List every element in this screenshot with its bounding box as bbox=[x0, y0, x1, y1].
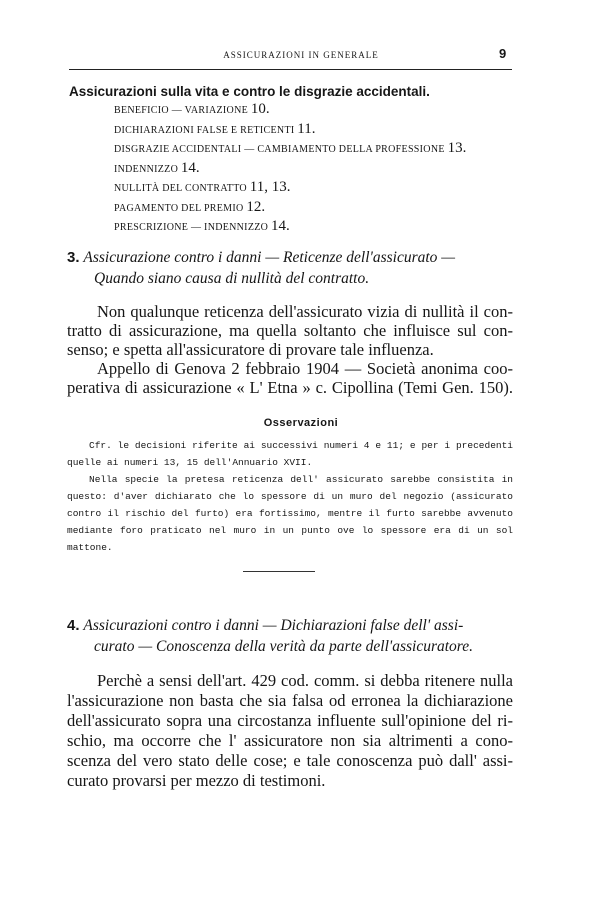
index-label: INDENNIZZO bbox=[114, 163, 179, 175]
index-ref: 14. bbox=[180, 159, 200, 176]
case-3-title-line1: Assicurazione contro i danni — Reticenze dell'assicurato — bbox=[83, 249, 456, 266]
case-4-body-line: Perchè a sensi dell'art. 429 cod. comm. si debba ritenere nulla bbox=[97, 671, 513, 690]
case-3-title bbox=[67, 247, 527, 289]
index-ref: 12. bbox=[246, 198, 266, 215]
observation-line: Cfr. le decisioni riferite ai successivi numeri 4 e 11; e per i precedenti bbox=[89, 440, 513, 451]
index-list bbox=[114, 100, 514, 237]
separator-rule bbox=[243, 571, 315, 572]
index-entry bbox=[114, 198, 514, 218]
case-3-title-line2: Quando siano causa di nullità del contratto. bbox=[94, 270, 370, 287]
index-label: DICHIARAZIONI FALSE E RETICENTI bbox=[114, 124, 295, 136]
observation-line: mattone. bbox=[67, 542, 113, 553]
index-entry bbox=[114, 100, 514, 120]
case-4-body-line: curato provarsi per mezzo di testimoni. bbox=[67, 771, 326, 790]
case-3-body-line: tratto di assicurazione, ma quella soltanto che influisce sul con- bbox=[67, 321, 513, 340]
section-title: Assicurazioni sulla vita e contro le disgrazie accidentali. bbox=[69, 84, 430, 99]
case-4-title-line2: curato — Conoscenza della verità da parte dell'assicuratore. bbox=[94, 638, 474, 655]
header-rule bbox=[69, 69, 512, 70]
index-entry bbox=[114, 139, 514, 159]
observation-line: questo: d'aver dichiarato che lo spessore di un muro del negozio (assicurato bbox=[67, 491, 513, 502]
case-3-body-line: Non qualunque reticenza dell'assicurato vizia di nullità il con- bbox=[97, 302, 513, 321]
case-3-citation-line: perativa di assicurazione « L' Etna » c. Cipollina (Temi Gen. 150). bbox=[67, 378, 513, 397]
case-3-number: 3. bbox=[67, 249, 80, 266]
index-entry bbox=[114, 178, 514, 198]
index-label: BENEFICIO — VARIAZIONE bbox=[114, 105, 249, 116]
case-4-title bbox=[67, 615, 527, 657]
index-label: DISGRAZIE ACCIDENTALI — CAMBIAMENTO DELLA PROFESSIONE bbox=[114, 144, 445, 155]
index-ref: 10. bbox=[250, 101, 270, 117]
observations-heading: Osservazioni bbox=[263, 417, 339, 429]
page-number: 9 bbox=[499, 46, 507, 61]
case-4-body-line: schio, ma occorre che l' assicuratore non sia altrimenti a cono- bbox=[67, 731, 513, 750]
case-4-body-line: dell'assicurato sopra una circostanza influente sull'opinione del ri- bbox=[67, 711, 513, 730]
case-3-citation-line: Appello di Genova 2 febbraio 1904 — Società anonima coo- bbox=[97, 359, 513, 378]
case-4-body-line: scenza del vero stato delle cose; e tale conoscenza può dall' assi- bbox=[67, 751, 513, 770]
running-header: ASSICURAZIONI IN GENERALE bbox=[223, 50, 379, 60]
index-ref: 13. bbox=[447, 140, 467, 156]
index-ref: 11. bbox=[297, 120, 316, 137]
index-ref: 11, 13. bbox=[249, 179, 291, 195]
observation-line: quelle ai numeri 13, 15 dell'Annuario XVII. bbox=[67, 457, 313, 468]
case-3-body-line: senso; e spetta all'assicuratore di provare tale influenza. bbox=[67, 340, 434, 359]
index-ref: 14. bbox=[270, 218, 290, 234]
observation-line: contro il rischio del furto) era fortissimo, mentre il furto sarebbe avvenuto bbox=[67, 508, 513, 519]
index-label: PRESCRIZIONE — INDENNIZZO bbox=[114, 222, 269, 233]
observation-line: Nella specie la pretesa reticenza dell' assicurato sarebbe consistita in bbox=[89, 474, 513, 485]
index-label: PAGAMENTO DEL PREMIO bbox=[114, 202, 244, 214]
case-4-title-line1: Assicurazioni contro i danni — Dichiarazioni false dell' assi- bbox=[83, 617, 464, 634]
observation-line: mediante foro praticato nel muro in un punto ove lo spessore era di un sol bbox=[67, 525, 513, 536]
index-entry bbox=[114, 159, 514, 179]
case-4-number: 4. bbox=[67, 617, 80, 634]
index-label: NULLITÀ DEL CONTRATTO bbox=[114, 183, 247, 194]
case-4-body-line: l'assicurazione non basta che sia falsa od erronea la dichiarazione bbox=[67, 691, 513, 710]
index-entry bbox=[114, 217, 514, 237]
index-entry bbox=[114, 120, 514, 140]
